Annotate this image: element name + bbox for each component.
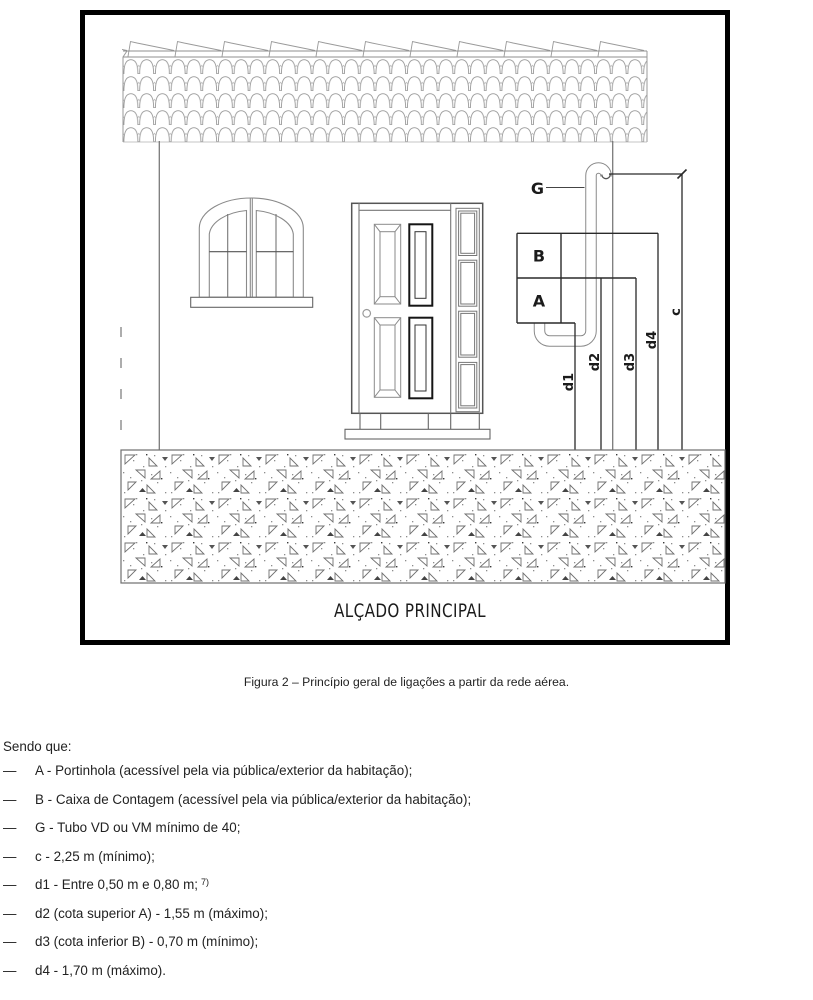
note-dash: — [3, 848, 17, 864]
note-dash: — [3, 791, 17, 807]
note-dash: — [3, 962, 17, 978]
notes-intro: Sendo que: [3, 739, 72, 754]
roof-tiles [123, 57, 647, 142]
roof [81, 42, 647, 143]
door [345, 203, 490, 439]
label-b: B [532, 246, 546, 266]
ground-hatch [121, 450, 725, 583]
note-dash: — [3, 763, 17, 778]
door-knob [363, 310, 371, 318]
label-a: A [532, 291, 546, 311]
window-outer-frame [199, 198, 303, 297]
note-dash: — [3, 905, 17, 921]
label-d3: d3 [623, 352, 638, 372]
note-text: A - Portinhola (acessível pela via pública/exterior da habitação); [35, 763, 413, 778]
label-g: G [530, 179, 545, 198]
figure-2-drawing [80, 10, 730, 645]
note-superscript: 7) [201, 877, 210, 887]
label-d4: d4 [645, 330, 660, 350]
label-c: c [669, 308, 684, 316]
figure-caption: Figura 2 – Princípio geral de ligações a partir da rede aérea. [243, 675, 570, 689]
note-item [3, 849, 803, 878]
note-item [3, 906, 803, 935]
note-item [3, 877, 803, 906]
note-text: d3 (cota inferior B) - 0,70 m (mínimo); [35, 934, 259, 949]
label-d1: d1 [562, 372, 577, 392]
note-item [3, 820, 803, 849]
window-sill [191, 297, 313, 307]
note-text: c - 2,25 m (mínimo); [35, 848, 155, 864]
door-step-slab [345, 429, 490, 439]
note-item [3, 763, 803, 792]
note-item [3, 963, 803, 992]
note-item [3, 934, 803, 963]
note-text: d4 - 1,70 m (máximo). [35, 962, 166, 978]
note-text: B - Caixa de Contagem (acessível pela via pública/exterior da habitação); [35, 791, 472, 807]
note-text: G - Tubo VD ou VM mínimo de 40; [35, 820, 241, 835]
note-item [3, 792, 803, 821]
notes-list [3, 763, 803, 991]
note-dash: — [3, 934, 17, 949]
window [191, 198, 313, 307]
note-dash: — [3, 877, 17, 892]
note-text: d1 - Entre 0,50 m e 0,80 m; [35, 877, 199, 892]
note-dash: — [3, 820, 17, 835]
elevation-drawing-svg [80, 10, 730, 645]
note-text: d2 (cota superior A) - 1,55 m (máximo); [35, 905, 268, 921]
label-d2: d2 [588, 352, 603, 372]
drawing-title: ALÇADO PRINCIPAL [334, 600, 486, 622]
door-frame [352, 203, 483, 413]
